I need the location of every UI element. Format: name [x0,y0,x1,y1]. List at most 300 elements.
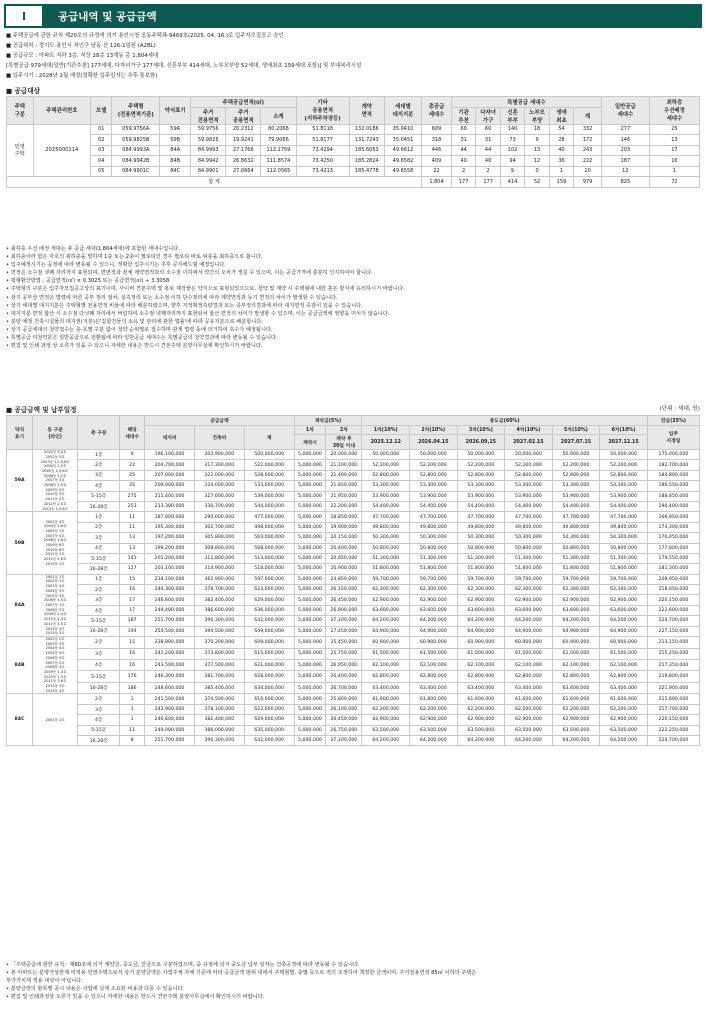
price-cell: 64,200,000 [457,736,505,746]
price-cell: 5,000,000 [294,450,326,460]
notes1-line: • 상기 공부상 면적은 법령에 따른 공부 정리 절차, 실측정리 또는 소수점 이하 단수정리에 따라 계약면적과 등기 면적의 차이가 발생할 수 있습니다. [6,294,338,301]
supply-cell: 140 [500,124,524,135]
price-cell: 241,200,000 [145,648,195,659]
price-cell: 16 [120,585,145,595]
notes1-line: • 최하층이라 함은 각호의 최하층을 말하며 1층 또는 2층이 필로티인 경우 필로티 바로 위층을 최하층으로 봅니다. [6,254,263,261]
price-cell: 62,900,000 [552,715,600,725]
price-cell: 204,700,000 [145,460,195,470]
th2-d1: 1차 [294,425,326,435]
price-cell: 4층 [78,715,120,725]
supply-cell: 187 [601,156,649,167]
th-sp-total: 계 [574,107,602,124]
th2-m1-date: 2025.12.12 [362,435,410,450]
price-cell: 528,000,000 [244,470,294,480]
sum-cell: 177 [451,177,475,188]
price-cell: 24,850,000 [326,574,362,584]
price-cell: 63,400,000 [552,682,600,694]
supply-cell: 40 [549,145,573,156]
price-cell: 5,000,000 [294,605,326,615]
building-line-cell: 2001동 2호 [33,694,78,746]
price-cell: 249,400,000 [145,605,195,615]
price-cell: 52,200,000 [552,460,600,470]
price-cell: 52,800,000 [410,470,458,480]
price-cell: 51,800,000 [362,564,410,574]
price-cell: 4층 [78,660,120,671]
price-cell: 513,000,000 [244,553,294,563]
price-cell: 16-28층 [78,626,120,636]
price-cell: 62,800,000 [362,671,410,682]
price-cell: 50,000,000 [362,450,410,460]
price-cell: 20,400,000 [326,543,362,553]
price-cell: 5,000,000 [294,460,326,470]
price-cell: 25 [120,470,145,480]
price-cell: 21,950,000 [326,491,362,501]
price-cell: 64,900,000 [457,626,505,636]
price-cell: 60,900,000 [410,637,458,648]
price-cell: 251,700,000 [145,616,195,626]
price-cell: 199,200,000 [145,543,195,553]
price-cell: 25 [120,481,145,491]
price-cell: 51,800,000 [410,564,458,574]
th2-mark: 약식 표기 [7,416,33,450]
price-cell: 50,800,000 [600,543,648,553]
price-cell: 5,000,000 [294,725,326,735]
price-cell: 61,600,000 [457,694,505,704]
price-cell: 213,150,000 [647,637,699,648]
price-cell: 2층 [78,460,120,470]
price-cell: 64,200,000 [552,616,600,626]
price-cell: 15 [120,574,145,584]
th2-build: 건축비 [194,425,244,450]
price-cell: 51,300,000 [600,553,648,563]
price-cell: 26,700,000 [326,682,362,694]
price-cell: 314,900,000 [194,564,244,574]
price-cell: 64,200,000 [362,616,410,626]
price-cell: 27,100,000 [326,616,362,626]
supply-cell: 131.7243 [349,135,384,146]
price-cell: 53,300,000 [362,481,410,491]
price-cell: 20,150,000 [326,533,362,543]
price-cell: 49,800,000 [362,522,410,532]
price-cell: 26,800,000 [326,605,362,615]
price-cell: 249,000,000 [145,725,195,735]
supply-cell: 13 [525,145,549,156]
price-cell: 59,700,000 [457,574,505,584]
sum-cell: 177 [476,177,500,188]
th2-m1: 1차(10%) [362,425,410,435]
price-cell: 62,800,000 [410,671,458,682]
price-cell: 16-28층 [78,736,120,746]
price-cell: 243,500,000 [145,660,195,671]
price-cell: 62,300,000 [362,585,410,595]
price-cell: 63,500,000 [505,725,553,735]
price-cell: 215,600,000 [647,694,699,704]
supply-cell: 44 [451,145,475,156]
price-cell: 186,550,000 [647,481,699,491]
price-cell: 62,100,000 [410,660,458,671]
section-header [4,4,702,28]
price-cell: 224,700,000 [647,616,699,626]
price-cell: 64,200,000 [505,736,553,746]
price-cell: 47,700,000 [457,512,505,522]
house-kind-cell: 민영 주택 [7,124,34,177]
price-cell: 54,400,000 [552,501,600,511]
supply-cell: 28 [549,135,573,146]
price-cell: 378,700,000 [194,585,244,595]
price-cell: 621,000,000 [244,660,294,671]
price-cell: 211,400,000 [145,491,195,501]
th-house-kind: 주택 구분 [7,97,34,125]
price-cell: 61,600,000 [410,694,458,704]
price-cell: 49,800,000 [457,522,505,532]
price-cell: 62,900,000 [410,595,458,605]
sum-cell: 825 [601,177,649,188]
price-cell: 20,900,000 [326,564,362,574]
price-cell: 385,400,000 [194,682,244,694]
price-cell: 62,900,000 [505,595,553,605]
price-cell: 13 [120,533,145,543]
price-cell: 629,000,000 [244,595,294,605]
supply-cell: 60 [451,124,475,135]
supply-cell: 0 [525,166,549,177]
price-cell: 62,200,000 [362,704,410,714]
price-cell: 47,700,000 [410,512,458,522]
price-cell: 59,700,000 [505,574,553,584]
price-cell: 9 [120,450,145,460]
price-cell: 61,500,000 [457,648,505,659]
th-private-area: 주거 전용면적 [191,107,226,124]
price-cell: 16 [120,648,145,659]
price-cell: 64,200,000 [410,616,458,626]
supply-cell: 318 [422,135,452,146]
price-cell: 60,900,000 [600,637,648,648]
price-cell: 52,800,000 [362,470,410,480]
price-schedule-table [6,415,700,746]
price-cell: 5,000,000 [294,553,326,563]
supply-cell: 36 [549,156,573,167]
th2-floor: 층 구분 [78,416,120,450]
price-cell: 503,000,000 [244,533,294,543]
price-cell: 5,000,000 [294,715,326,725]
supply-notes [6,245,700,350]
price-cell: 373,800,000 [194,648,244,659]
price-cell: 5-15층 [78,671,120,682]
price-cell: 26,450,000 [326,595,362,605]
price-cell: 60,900,000 [457,637,505,648]
price-cell: 63,600,000 [457,605,505,615]
price-cell: 51,300,000 [410,553,458,563]
price-cell: 61,600,000 [600,694,648,704]
price-cell: 522,000,000 [244,460,294,470]
price-cell: 49,800,000 [410,522,458,532]
price-cell: 4층 [78,605,120,615]
price-cell: 64,200,000 [600,616,648,626]
price-cell: 253 [120,501,145,511]
price-cell: 246,300,000 [145,671,195,682]
supply-cell: 10 [574,166,602,177]
price-cell: 50,000,000 [505,450,553,460]
price-cell: 49,800,000 [600,522,648,532]
price-cell: 176 [120,671,145,682]
price-cell: 50,800,000 [362,543,410,553]
price-cell: 52,200,000 [362,460,410,470]
price-cell: 544,000,000 [244,501,294,511]
type-mark-cell: 84B [7,637,33,694]
price-cell: 62,800,000 [505,671,553,682]
supply-cell: 1 [549,166,573,177]
price-row [7,715,700,725]
price-cell: 26,750,000 [326,725,362,735]
price-cell: 47,700,000 [552,512,600,522]
price-cell: 26,150,000 [326,585,362,595]
supply-cell: 79.9066 [261,135,296,146]
intro-bullets [6,32,700,82]
price-cell: 51,800,000 [457,564,505,574]
price-cell: 63,500,000 [362,725,410,735]
price-cell: 5,000,000 [294,501,326,511]
price-row [7,501,700,511]
price-cell: 187,000,000 [145,512,195,522]
type-mark-cell: 84C [7,694,33,746]
price-cell: 16 [120,660,145,671]
price-cell: 62,900,000 [362,715,410,725]
supply-cell: 31 [476,135,500,146]
th-sp-elderly: 노부모 부양 [525,107,549,124]
price-cell: 61,500,000 [505,648,553,659]
price-cell: 2층 [78,694,120,704]
supply-cell: 35.0410 [384,124,421,135]
price-cell: 377,500,000 [194,660,244,671]
price-cell: 53,900,000 [505,491,553,501]
price-cell: 51,300,000 [505,553,553,563]
th-contract-area: 계약 면적 [349,97,384,125]
price-cell: 50,300,000 [457,533,505,543]
supply-cell: 185.2824 [349,156,384,167]
price-cell: 26,450,000 [326,715,362,725]
price-row [7,637,700,648]
price-cell: 308,800,000 [194,543,244,553]
price-cell: 5,000,000 [294,736,326,746]
price-cell: 17 [120,595,145,605]
price-cell: 5,000,000 [294,648,326,659]
price-cell: 382,400,000 [194,715,244,725]
supply-cell: 112.1759 [261,145,296,156]
supply-cell: 20.2312 [226,124,261,135]
price-cell: 50,300,000 [362,533,410,543]
price-cell: 64,200,000 [600,736,648,746]
notes1-line: • 최하층 우선 배정 세대는 총 공급 세대(1,804세대)에 포함된 세대수입니다. [6,246,180,252]
price-cell: 52,200,000 [505,460,553,470]
price-row [7,736,700,746]
price-cell: 176,050,000 [647,533,699,543]
price-cell: 3층 [78,533,120,543]
supply-cell: 172 [574,135,602,146]
price-cell: 5,000,000 [294,574,326,584]
supply-cell: 084.9993A [112,145,160,156]
price-cell: 64,200,000 [410,736,458,746]
price-cell: 16-28층 [78,682,120,694]
price-cell: 64,200,000 [362,736,410,746]
price-cell: 60,900,000 [362,637,410,648]
price-cell: 62,200,000 [410,704,458,714]
price-cell: 53,300,000 [552,481,600,491]
supply-cell: 49.6612 [384,145,421,156]
notes2-line: • 분양금액의 항목별 공시 내용은 사업에 실제 소요된 비용과 다를 수 있습니다. [6,986,185,993]
price-cell: 25,750,000 [326,648,362,659]
price-cell: 62,200,000 [505,704,553,714]
price-cell: 5-15층 [78,491,120,501]
price-cell: 52,200,000 [600,460,648,470]
supply-cell: 03 [91,145,112,156]
price-cell: 63,500,000 [410,725,458,735]
price-cell: 61,500,000 [362,648,410,659]
supply-cell: 9 [525,135,549,146]
price-row [7,533,700,543]
price-cell: 5,000,000 [294,616,326,626]
price-cell: 20,000,000 [326,450,362,460]
supply-cell: 84C [160,166,191,177]
price-cell: 539,000,000 [244,491,294,501]
th2-count: 해당 세대수 [120,416,145,450]
price-cell: 303,900,000 [194,450,244,460]
th2-balance-sub: 입주 지정일 [647,425,699,450]
supply-cell: 222 [574,156,602,167]
supply-cell: 84.9942 [191,156,226,167]
supply-cell: 132.0186 [349,124,384,135]
mgmt-no-cell: 2025000114 [33,124,90,177]
notes1-line: • 상기 세대별 대지지분은 주택형별 전용면적 비율에 따라 배분하였으며, 향후 지적확정측량결과 또는 공부정리결과에 따라 대지면적 증감이 있을 수 있습니다. [6,302,363,309]
price-cell: 52,800,000 [505,470,553,480]
price-cell: 219,800,000 [647,671,699,682]
price-cell: 53,300,000 [505,481,553,491]
price-row [7,481,700,491]
price-cell: 370,200,000 [194,637,244,648]
th2-m2: 2차(10%) [410,425,458,435]
price-cell: 61,600,000 [505,694,553,704]
price-cell: 52,200,000 [457,460,505,470]
price-cell: 184,800,000 [647,470,699,480]
supply-cell: 31 [451,135,475,146]
price-cell: 518,000,000 [244,564,294,574]
price-cell: 616,000,000 [244,694,294,704]
price-cell: 1층 [78,450,120,460]
price-cell: 63,500,000 [600,725,648,735]
price-cell: 25,450,000 [326,637,362,648]
price-cell: 19,900,000 [326,522,362,532]
price-cell: 3층 [78,704,120,714]
th2-m4: 4차(10%) [505,425,553,435]
price-cell: 62,900,000 [457,715,505,725]
price-cell: 18,850,000 [326,512,362,522]
price-cell: 63,600,000 [362,605,410,615]
price-cell: 59,700,000 [410,574,458,584]
price-cell: 63,400,000 [505,682,553,694]
price-cell: 305,800,000 [194,533,244,543]
price-cell: 64,900,000 [600,626,648,636]
price-cell: 53,300,000 [457,481,505,491]
price-cell: 62,300,000 [600,585,648,595]
price-cell: 54,400,000 [362,501,410,511]
price-cell: 533,000,000 [244,481,294,491]
price-row [7,553,700,563]
th2-m6: 6차(10%) [600,425,648,435]
price-cell: 27,100,000 [326,736,362,746]
price-cell: 63,600,000 [600,605,648,615]
price-cell: 22 [120,460,145,470]
price-cell: 50,300,000 [552,533,600,543]
price-cell: 209,000,000 [145,481,195,491]
price-cell: 4층 [78,481,120,491]
supply-sum-row [7,177,700,188]
price-cell: 62,100,000 [552,660,600,671]
price-cell: 61,600,000 [552,694,600,704]
sum-cell: 979 [574,177,602,188]
price-cell: 207,000,000 [145,470,195,480]
sum-cell: 159 [549,177,573,188]
supply-cell: 84A [160,145,191,156]
price-cell: 5-15층 [78,553,120,563]
price-cell: 50,300,000 [600,533,648,543]
price-cell: 311,800,000 [194,553,244,563]
price-cell: 174,300,000 [647,522,699,532]
price-cell: 615,000,000 [244,648,294,659]
supply-cell: 12 [601,166,649,177]
price-cell: 50,300,000 [410,533,458,543]
price-cell: 196,100,000 [145,450,195,460]
supply-cell: 54 [549,124,573,135]
price-cell: 166,950,000 [647,512,699,522]
price-cell: 47,700,000 [505,512,553,522]
price-cell: 64,200,000 [505,616,553,626]
price-row [7,512,700,522]
supply-cell: 73.4250 [296,156,349,167]
price-cell: 628,000,000 [244,671,294,682]
price-cell: 21,650,000 [326,481,362,491]
price-cell: 62,300,000 [457,585,505,595]
price-cell: 63,500,000 [457,725,505,735]
intro-line: ■ 주택공급에 관한 규칙 제20조의 규정에 의거 용인시청 공동주택과-9469호(2025. 04. 16.)로 입주자모집공고 승인 [6,33,284,39]
notes1-line: • 특별공급 미청약분은 일반공급으로 전환됨에 따라 일반공급 세대수는 특별공급의 청약결과에 따라 변동될 수 있습니다. [6,335,278,342]
supply-row [7,135,700,146]
supply-cell: 59A [160,124,191,135]
price-cell: 62,900,000 [505,715,553,725]
supply-cell: 17 [649,145,699,156]
price-cell: 1 [120,715,145,725]
type-mark-cell: 59A [7,450,33,512]
price-cell: 53,300,000 [600,481,648,491]
price-cell: 4층 [78,543,120,553]
price-cell: 386,600,000 [194,605,244,615]
th2-m5: 5차(10%) [552,425,600,435]
price-cell: 63,600,000 [505,605,553,615]
supply-cell: 185.6053 [349,145,384,156]
price-cell: 302,700,000 [194,522,244,532]
supply-row [7,166,700,177]
price-cell: 2층 [78,585,120,595]
th2-m6-date: 2027.12.15 [600,435,648,450]
price-cell: 64,200,000 [457,616,505,626]
price-cell: 5-15층 [78,616,120,626]
price-cell: 238,800,000 [145,637,195,648]
building-line-cell: 2002동 2호 2003동 3호 2004동 4호 2005동 4호 2006동 3호 2007동 2호 2008동 4호 2009동 1,3호 2010동 1,3호 2011동 3,6호 2012동 3호 2013동 4호 [33,637,78,694]
price-cell: 64,900,000 [410,626,458,636]
price-cell: 49,800,000 [505,522,553,532]
price-cell: 394,500,000 [194,626,244,636]
price-cell: 3층 [78,595,120,605]
price-cell: 246,600,000 [145,595,195,605]
price-cell: 61,500,000 [552,648,600,659]
price-cell: 50,800,000 [410,543,458,553]
